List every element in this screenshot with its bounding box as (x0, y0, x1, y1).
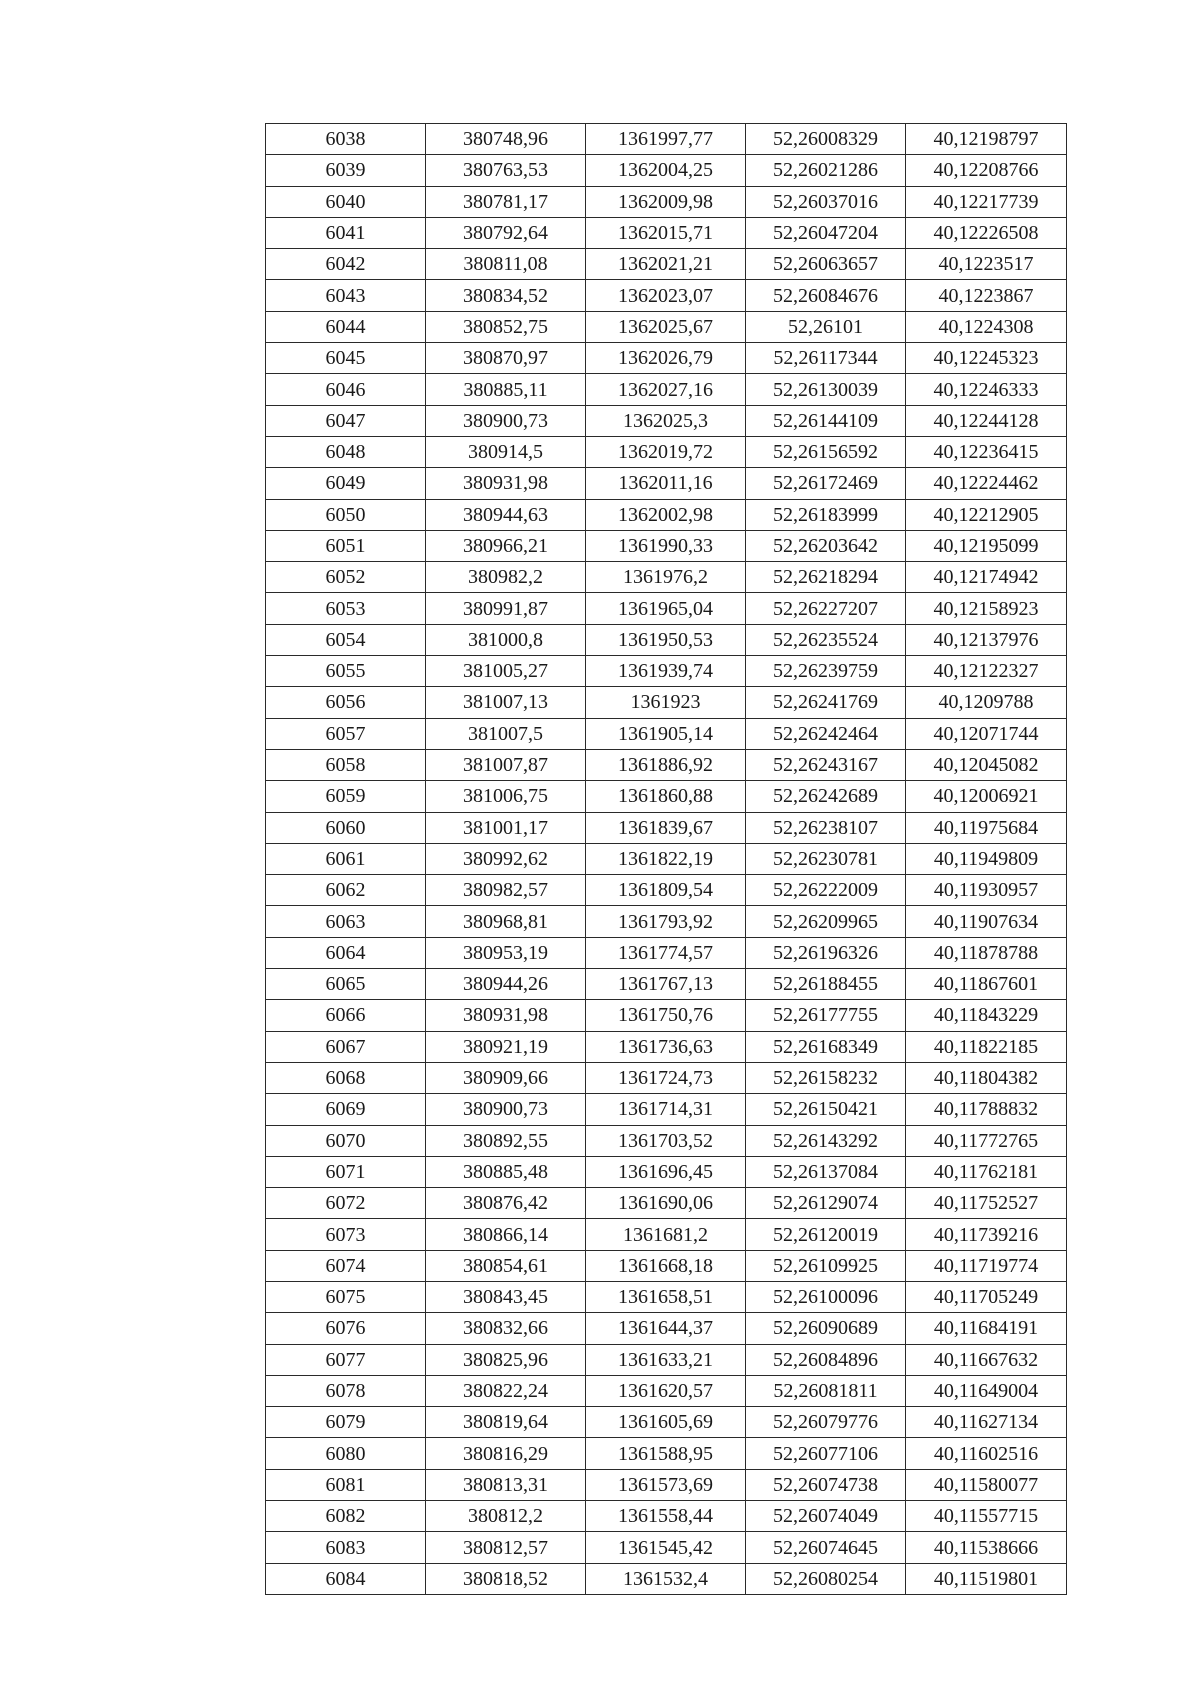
longitude-cell: 40,11667632 (906, 1344, 1067, 1375)
y-coordinate-cell: 1361532,4 (586, 1563, 746, 1594)
table-row (266, 249, 1067, 280)
latitude-cell: 52,26239759 (746, 656, 906, 687)
x-coordinate-cell: 380812,57 (426, 1532, 586, 1563)
latitude-cell: 52,26047204 (746, 217, 906, 248)
point-number-cell: 6051 (266, 530, 426, 561)
point-number-cell: 6058 (266, 749, 426, 780)
latitude-cell: 52,26177755 (746, 1000, 906, 1031)
longitude-cell: 40,12245323 (906, 343, 1067, 374)
y-coordinate-cell: 1361809,54 (586, 875, 746, 906)
longitude-cell: 40,11705249 (906, 1281, 1067, 1312)
point-number-cell: 6046 (266, 374, 426, 405)
longitude-cell: 40,11867601 (906, 969, 1067, 1000)
x-coordinate-cell: 380876,42 (426, 1188, 586, 1219)
point-number-cell: 6079 (266, 1407, 426, 1438)
table-row (266, 1469, 1067, 1500)
x-coordinate-cell: 380781,17 (426, 186, 586, 217)
latitude-cell: 52,26238107 (746, 812, 906, 843)
x-coordinate-cell: 380982,2 (426, 562, 586, 593)
y-coordinate-cell: 1361696,45 (586, 1156, 746, 1187)
latitude-cell: 52,26021286 (746, 155, 906, 186)
table-row (266, 1094, 1067, 1125)
latitude-cell: 52,26183999 (746, 499, 906, 530)
latitude-cell: 52,26074738 (746, 1469, 906, 1500)
latitude-cell: 52,26143292 (746, 1125, 906, 1156)
table-row (266, 1438, 1067, 1469)
longitude-cell: 40,12006921 (906, 781, 1067, 812)
longitude-cell: 40,12195099 (906, 530, 1067, 561)
longitude-cell: 40,12224462 (906, 468, 1067, 499)
longitude-cell: 40,12071744 (906, 718, 1067, 749)
point-number-cell: 6065 (266, 969, 426, 1000)
x-coordinate-cell: 380968,81 (426, 906, 586, 937)
table-row (266, 624, 1067, 655)
point-number-cell: 6059 (266, 781, 426, 812)
point-number-cell: 6083 (266, 1532, 426, 1563)
y-coordinate-cell: 1361923 (586, 687, 746, 718)
point-number-cell: 6047 (266, 405, 426, 436)
point-number-cell: 6041 (266, 217, 426, 248)
x-coordinate-cell: 380763,53 (426, 155, 586, 186)
table-row (266, 1188, 1067, 1219)
y-coordinate-cell: 1361860,88 (586, 781, 746, 812)
point-number-cell: 6078 (266, 1375, 426, 1406)
table-row (266, 656, 1067, 687)
point-number-cell: 6054 (266, 624, 426, 655)
point-number-cell: 6073 (266, 1219, 426, 1250)
table-row (266, 343, 1067, 374)
point-number-cell: 6082 (266, 1501, 426, 1532)
x-coordinate-cell: 381006,75 (426, 781, 586, 812)
longitude-cell: 40,11843229 (906, 1000, 1067, 1031)
longitude-cell: 40,12198797 (906, 124, 1067, 155)
table-row (266, 124, 1067, 155)
x-coordinate-cell: 381007,87 (426, 749, 586, 780)
table-row (266, 687, 1067, 718)
y-coordinate-cell: 1361558,44 (586, 1501, 746, 1532)
x-coordinate-cell: 380991,87 (426, 593, 586, 624)
coordinates-table-body (266, 124, 1067, 1595)
table-row (266, 812, 1067, 843)
table-row (266, 781, 1067, 812)
x-coordinate-cell: 380914,5 (426, 436, 586, 467)
latitude-cell: 52,26109925 (746, 1250, 906, 1281)
longitude-cell: 40,11762181 (906, 1156, 1067, 1187)
x-coordinate-cell: 380885,48 (426, 1156, 586, 1187)
table-row (266, 593, 1067, 624)
y-coordinate-cell: 1361774,57 (586, 937, 746, 968)
table-row (266, 1313, 1067, 1344)
y-coordinate-cell: 1362011,16 (586, 468, 746, 499)
point-number-cell: 6080 (266, 1438, 426, 1469)
y-coordinate-cell: 1361976,2 (586, 562, 746, 593)
latitude-cell: 52,26222009 (746, 875, 906, 906)
longitude-cell: 40,11684191 (906, 1313, 1067, 1344)
latitude-cell: 52,26243167 (746, 749, 906, 780)
latitude-cell: 52,26081811 (746, 1375, 906, 1406)
longitude-cell: 40,12158923 (906, 593, 1067, 624)
y-coordinate-cell: 1361690,06 (586, 1188, 746, 1219)
latitude-cell: 52,26230781 (746, 843, 906, 874)
longitude-cell: 40,11752527 (906, 1188, 1067, 1219)
table-row (266, 1563, 1067, 1594)
x-coordinate-cell: 380944,26 (426, 969, 586, 1000)
x-coordinate-cell: 381007,5 (426, 718, 586, 749)
point-number-cell: 6055 (266, 656, 426, 687)
x-coordinate-cell: 380834,52 (426, 280, 586, 311)
x-coordinate-cell: 380816,29 (426, 1438, 586, 1469)
x-coordinate-cell: 380966,21 (426, 530, 586, 561)
longitude-cell: 40,11719774 (906, 1250, 1067, 1281)
table-row (266, 969, 1067, 1000)
longitude-cell: 40,11878788 (906, 937, 1067, 968)
table-row (266, 1125, 1067, 1156)
latitude-cell: 52,26235524 (746, 624, 906, 655)
x-coordinate-cell: 381000,8 (426, 624, 586, 655)
latitude-cell: 52,26080254 (746, 1563, 906, 1594)
point-number-cell: 6084 (266, 1563, 426, 1594)
table-row (266, 1031, 1067, 1062)
y-coordinate-cell: 1361736,63 (586, 1031, 746, 1062)
point-number-cell: 6075 (266, 1281, 426, 1312)
table-row (266, 1375, 1067, 1406)
y-coordinate-cell: 1362027,16 (586, 374, 746, 405)
latitude-cell: 52,26130039 (746, 374, 906, 405)
x-coordinate-cell: 381005,27 (426, 656, 586, 687)
point-number-cell: 6053 (266, 593, 426, 624)
y-coordinate-cell: 1362026,79 (586, 343, 746, 374)
table-row (266, 843, 1067, 874)
x-coordinate-cell: 380931,98 (426, 468, 586, 499)
point-number-cell: 6066 (266, 1000, 426, 1031)
longitude-cell: 40,1209788 (906, 687, 1067, 718)
point-number-cell: 6081 (266, 1469, 426, 1500)
y-coordinate-cell: 1361839,67 (586, 812, 746, 843)
y-coordinate-cell: 1361703,52 (586, 1125, 746, 1156)
longitude-cell: 40,11649004 (906, 1375, 1067, 1406)
longitude-cell: 40,12217739 (906, 186, 1067, 217)
x-coordinate-cell: 380992,62 (426, 843, 586, 874)
x-coordinate-cell: 380748,96 (426, 124, 586, 155)
table-row (266, 155, 1067, 186)
y-coordinate-cell: 1362023,07 (586, 280, 746, 311)
latitude-cell: 52,26084896 (746, 1344, 906, 1375)
y-coordinate-cell: 1361644,37 (586, 1313, 746, 1344)
table-row (266, 530, 1067, 561)
point-number-cell: 6061 (266, 843, 426, 874)
latitude-cell: 52,26156592 (746, 436, 906, 467)
y-coordinate-cell: 1361990,33 (586, 530, 746, 561)
latitude-cell: 52,26077106 (746, 1438, 906, 1469)
point-number-cell: 6057 (266, 718, 426, 749)
point-number-cell: 6067 (266, 1031, 426, 1062)
y-coordinate-cell: 1361886,92 (586, 749, 746, 780)
point-number-cell: 6060 (266, 812, 426, 843)
longitude-cell: 40,12122327 (906, 656, 1067, 687)
point-number-cell: 6077 (266, 1344, 426, 1375)
latitude-cell: 52,26203642 (746, 530, 906, 561)
y-coordinate-cell: 1362021,21 (586, 249, 746, 280)
y-coordinate-cell: 1361822,19 (586, 843, 746, 874)
x-coordinate-cell: 380953,19 (426, 937, 586, 968)
point-number-cell: 6039 (266, 155, 426, 186)
longitude-cell: 40,11538666 (906, 1532, 1067, 1563)
y-coordinate-cell: 1362025,67 (586, 311, 746, 342)
point-number-cell: 6071 (266, 1156, 426, 1187)
x-coordinate-cell: 380818,52 (426, 1563, 586, 1594)
latitude-cell: 52,26084676 (746, 280, 906, 311)
longitude-cell: 40,11822185 (906, 1031, 1067, 1062)
x-coordinate-cell: 380885,11 (426, 374, 586, 405)
latitude-cell: 52,26196326 (746, 937, 906, 968)
x-coordinate-cell: 380909,66 (426, 1062, 586, 1093)
longitude-cell: 40,11519801 (906, 1563, 1067, 1594)
table-row (266, 468, 1067, 499)
x-coordinate-cell: 380982,57 (426, 875, 586, 906)
x-coordinate-cell: 380825,96 (426, 1344, 586, 1375)
y-coordinate-cell: 1361633,21 (586, 1344, 746, 1375)
table-row (266, 1344, 1067, 1375)
latitude-cell: 52,26158232 (746, 1062, 906, 1093)
y-coordinate-cell: 1362009,98 (586, 186, 746, 217)
table-row (266, 374, 1067, 405)
table-row (266, 1250, 1067, 1281)
latitude-cell: 52,26168349 (746, 1031, 906, 1062)
latitude-cell: 52,26218294 (746, 562, 906, 593)
x-coordinate-cell: 380931,98 (426, 1000, 586, 1031)
x-coordinate-cell: 380852,75 (426, 311, 586, 342)
latitude-cell: 52,26144109 (746, 405, 906, 436)
point-number-cell: 6040 (266, 186, 426, 217)
y-coordinate-cell: 1362015,71 (586, 217, 746, 248)
latitude-cell: 52,26101 (746, 311, 906, 342)
table-row (266, 280, 1067, 311)
x-coordinate-cell: 380822,24 (426, 1375, 586, 1406)
latitude-cell: 52,26188455 (746, 969, 906, 1000)
x-coordinate-cell: 380812,2 (426, 1501, 586, 1532)
latitude-cell: 52,26079776 (746, 1407, 906, 1438)
latitude-cell: 52,26129074 (746, 1188, 906, 1219)
latitude-cell: 52,26120019 (746, 1219, 906, 1250)
x-coordinate-cell: 380813,31 (426, 1469, 586, 1500)
longitude-cell: 40,12212905 (906, 499, 1067, 530)
longitude-cell: 40,11907634 (906, 906, 1067, 937)
y-coordinate-cell: 1361997,77 (586, 124, 746, 155)
latitude-cell: 52,26172469 (746, 468, 906, 499)
x-coordinate-cell: 380843,45 (426, 1281, 586, 1312)
x-coordinate-cell: 380819,64 (426, 1407, 586, 1438)
y-coordinate-cell: 1361767,13 (586, 969, 746, 1000)
latitude-cell: 52,26150421 (746, 1094, 906, 1125)
longitude-cell: 40,11739216 (906, 1219, 1067, 1250)
x-coordinate-cell: 380892,55 (426, 1125, 586, 1156)
y-coordinate-cell: 1361605,69 (586, 1407, 746, 1438)
table-row (266, 1219, 1067, 1250)
latitude-cell: 52,26074645 (746, 1532, 906, 1563)
point-number-cell: 6069 (266, 1094, 426, 1125)
point-number-cell: 6074 (266, 1250, 426, 1281)
latitude-cell: 52,26241769 (746, 687, 906, 718)
point-number-cell: 6043 (266, 280, 426, 311)
latitude-cell: 52,26008329 (746, 124, 906, 155)
y-coordinate-cell: 1361750,76 (586, 1000, 746, 1031)
longitude-cell: 40,11949809 (906, 843, 1067, 874)
x-coordinate-cell: 380854,61 (426, 1250, 586, 1281)
table-row (266, 906, 1067, 937)
y-coordinate-cell: 1361573,69 (586, 1469, 746, 1500)
y-coordinate-cell: 1361681,2 (586, 1219, 746, 1250)
x-coordinate-cell: 380900,73 (426, 405, 586, 436)
table-row (266, 562, 1067, 593)
y-coordinate-cell: 1361658,51 (586, 1281, 746, 1312)
point-number-cell: 6044 (266, 311, 426, 342)
latitude-cell: 52,26100096 (746, 1281, 906, 1312)
table-row (266, 311, 1067, 342)
longitude-cell: 40,12174942 (906, 562, 1067, 593)
table-row (266, 1532, 1067, 1563)
table-row (266, 405, 1067, 436)
y-coordinate-cell: 1361905,14 (586, 718, 746, 749)
longitude-cell: 40,12208766 (906, 155, 1067, 186)
table-row (266, 937, 1067, 968)
latitude-cell: 52,26209965 (746, 906, 906, 937)
longitude-cell: 40,11772765 (906, 1125, 1067, 1156)
point-number-cell: 6050 (266, 499, 426, 530)
y-coordinate-cell: 1361793,92 (586, 906, 746, 937)
longitude-cell: 40,11804382 (906, 1062, 1067, 1093)
point-number-cell: 6042 (266, 249, 426, 280)
x-coordinate-cell: 380792,64 (426, 217, 586, 248)
longitude-cell: 40,12226508 (906, 217, 1067, 248)
latitude-cell: 52,26063657 (746, 249, 906, 280)
y-coordinate-cell: 1361965,04 (586, 593, 746, 624)
x-coordinate-cell: 381007,13 (426, 687, 586, 718)
longitude-cell: 40,11788832 (906, 1094, 1067, 1125)
longitude-cell: 40,1224308 (906, 311, 1067, 342)
latitude-cell: 52,26137084 (746, 1156, 906, 1187)
table-row (266, 718, 1067, 749)
latitude-cell: 52,26117344 (746, 343, 906, 374)
longitude-cell: 40,11975684 (906, 812, 1067, 843)
longitude-cell: 40,11557715 (906, 1501, 1067, 1532)
x-coordinate-cell: 381001,17 (426, 812, 586, 843)
longitude-cell: 40,12244128 (906, 405, 1067, 436)
table-row (266, 749, 1067, 780)
y-coordinate-cell: 1361545,42 (586, 1532, 746, 1563)
x-coordinate-cell: 380866,14 (426, 1219, 586, 1250)
table-row (266, 1156, 1067, 1187)
point-number-cell: 6048 (266, 436, 426, 467)
longitude-cell: 40,11627134 (906, 1407, 1067, 1438)
table-row (266, 1407, 1067, 1438)
longitude-cell: 40,11580077 (906, 1469, 1067, 1500)
x-coordinate-cell: 380811,08 (426, 249, 586, 280)
table-row (266, 875, 1067, 906)
table-row (266, 1000, 1067, 1031)
table-row (266, 217, 1067, 248)
y-coordinate-cell: 1362002,98 (586, 499, 746, 530)
y-coordinate-cell: 1361950,53 (586, 624, 746, 655)
point-number-cell: 6068 (266, 1062, 426, 1093)
point-number-cell: 6056 (266, 687, 426, 718)
x-coordinate-cell: 380870,97 (426, 343, 586, 374)
point-number-cell: 6045 (266, 343, 426, 374)
longitude-cell: 40,12137976 (906, 624, 1067, 655)
y-coordinate-cell: 1362004,25 (586, 155, 746, 186)
latitude-cell: 52,26037016 (746, 186, 906, 217)
longitude-cell: 40,11602516 (906, 1438, 1067, 1469)
table-row (266, 436, 1067, 467)
y-coordinate-cell: 1362025,3 (586, 405, 746, 436)
y-coordinate-cell: 1361939,74 (586, 656, 746, 687)
point-number-cell: 6062 (266, 875, 426, 906)
latitude-cell: 52,26227207 (746, 593, 906, 624)
x-coordinate-cell: 380900,73 (426, 1094, 586, 1125)
longitude-cell: 40,11930957 (906, 875, 1067, 906)
coordinates-table (265, 123, 1067, 1595)
latitude-cell: 52,26090689 (746, 1313, 906, 1344)
point-number-cell: 6038 (266, 124, 426, 155)
point-number-cell: 6052 (266, 562, 426, 593)
table-row (266, 499, 1067, 530)
table-row (266, 186, 1067, 217)
x-coordinate-cell: 380921,19 (426, 1031, 586, 1062)
longitude-cell: 40,12236415 (906, 436, 1067, 467)
point-number-cell: 6063 (266, 906, 426, 937)
longitude-cell: 40,1223517 (906, 249, 1067, 280)
point-number-cell: 6072 (266, 1188, 426, 1219)
point-number-cell: 6070 (266, 1125, 426, 1156)
table-row (266, 1281, 1067, 1312)
longitude-cell: 40,12045082 (906, 749, 1067, 780)
latitude-cell: 52,26242464 (746, 718, 906, 749)
y-coordinate-cell: 1361714,31 (586, 1094, 746, 1125)
y-coordinate-cell: 1361668,18 (586, 1250, 746, 1281)
y-coordinate-cell: 1361588,95 (586, 1438, 746, 1469)
y-coordinate-cell: 1361620,57 (586, 1375, 746, 1406)
latitude-cell: 52,26242689 (746, 781, 906, 812)
x-coordinate-cell: 380832,66 (426, 1313, 586, 1344)
table-row (266, 1501, 1067, 1532)
longitude-cell: 40,1223867 (906, 280, 1067, 311)
point-number-cell: 6049 (266, 468, 426, 499)
y-coordinate-cell: 1361724,73 (586, 1062, 746, 1093)
longitude-cell: 40,12246333 (906, 374, 1067, 405)
latitude-cell: 52,26074049 (746, 1501, 906, 1532)
point-number-cell: 6076 (266, 1313, 426, 1344)
table-row (266, 1062, 1067, 1093)
x-coordinate-cell: 380944,63 (426, 499, 586, 530)
y-coordinate-cell: 1362019,72 (586, 436, 746, 467)
point-number-cell: 6064 (266, 937, 426, 968)
